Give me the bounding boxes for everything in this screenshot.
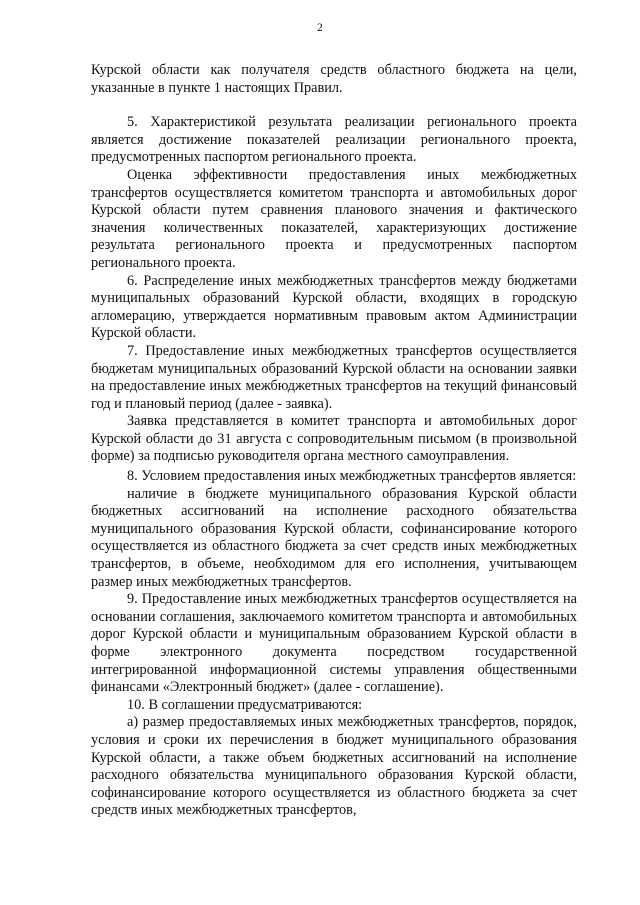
paragraph-condition: наличие в бюджете муниципального образования Курской области бюджетных ассигнований на исполнение расходного обязательства муниципального образования Курской области, софинансирование которого осуществляется из областного бюджета за счет средств иных межбюджетных трансфертов, в объеме, необходимом для его исполнения, учитывающем размер иных межбюджетных трансфертов. [91, 485, 577, 590]
paragraph-continuation: Курской области как получателя средств областного бюджета на цели, указанные в пункте 1 настоящих Правил. [91, 62, 577, 96]
document-body [91, 62, 577, 820]
paragraph-item-5: 5. Характеристикой результата реализации регионального проекта является достижение показателей реализации регионального проекта, предусмотренных паспортом регионального проекта. [91, 114, 577, 166]
paragraph-item-6: 6. Распределение иных межбюджетных трансфертов между бюджетами муниципальных образований Курской области, входящих в городскую агломерацию, утверждается нормативным правовым актом Администрации Курской области. [91, 272, 577, 342]
paragraph-item-7: 7. Предоставление иных межбюджетных трансфертов осуществляется бюджетам муниципальных образований Курской области на основании заявки на предоставление иных межбюджетных трансфертов на текущий финансовый год и плановый период (далее - заявка). [91, 342, 577, 412]
paragraph-efficiency-assessment: Оценка эффективности предоставления иных межбюджетных трансфертов осуществляется комитетом транспорта и автомобильных дорог Курской области путем сравнения планового значения и фактического значения количественных показателей, характеризующих достижение результата регионального проекта и предусмотренных паспортом регионального проекта. [91, 166, 577, 271]
paragraph-gap [91, 97, 577, 114]
paragraph-application-submission: Заявка представляется в комитет транспорта и автомобильных дорог Курской области до 31 августа с сопроводительным письмом (в произвольной форме) за подписью руководителя органа местного самоуправления. [91, 413, 577, 465]
paragraph-item-8: 8. Условием предоставления иных межбюджетных трансфертов является: [127, 468, 577, 485]
paragraph-item-9: 9. Предоставление иных межбюджетных трансфертов осуществляется на основании соглашения, заключаемого комитетом транспорта и автомобильных дорог Курской области и муниципальным образованием Курской области в форме электронного документа посредством государственной интегрированной информационной системы управления общественными финансами «Электронный бюджет» (далее - соглашение). [91, 591, 577, 696]
page-number: 2 [317, 22, 323, 34]
paragraph-item-10: 10. В соглашении предусматриваются: [127, 696, 363, 713]
paragraph-item-10a: а) размер предоставляемых иных межбюджетных трансфертов, порядок, условия и сроки их перечисления в бюджет муниципального образования Курской области, а также объем бюджетных ассигнований на исполнение расходного обязательства муниципального образования Курской области, софинансирование которого осуществляется из областного бюджета за счет средств иных межбюджетных трансфертов, [91, 714, 577, 819]
